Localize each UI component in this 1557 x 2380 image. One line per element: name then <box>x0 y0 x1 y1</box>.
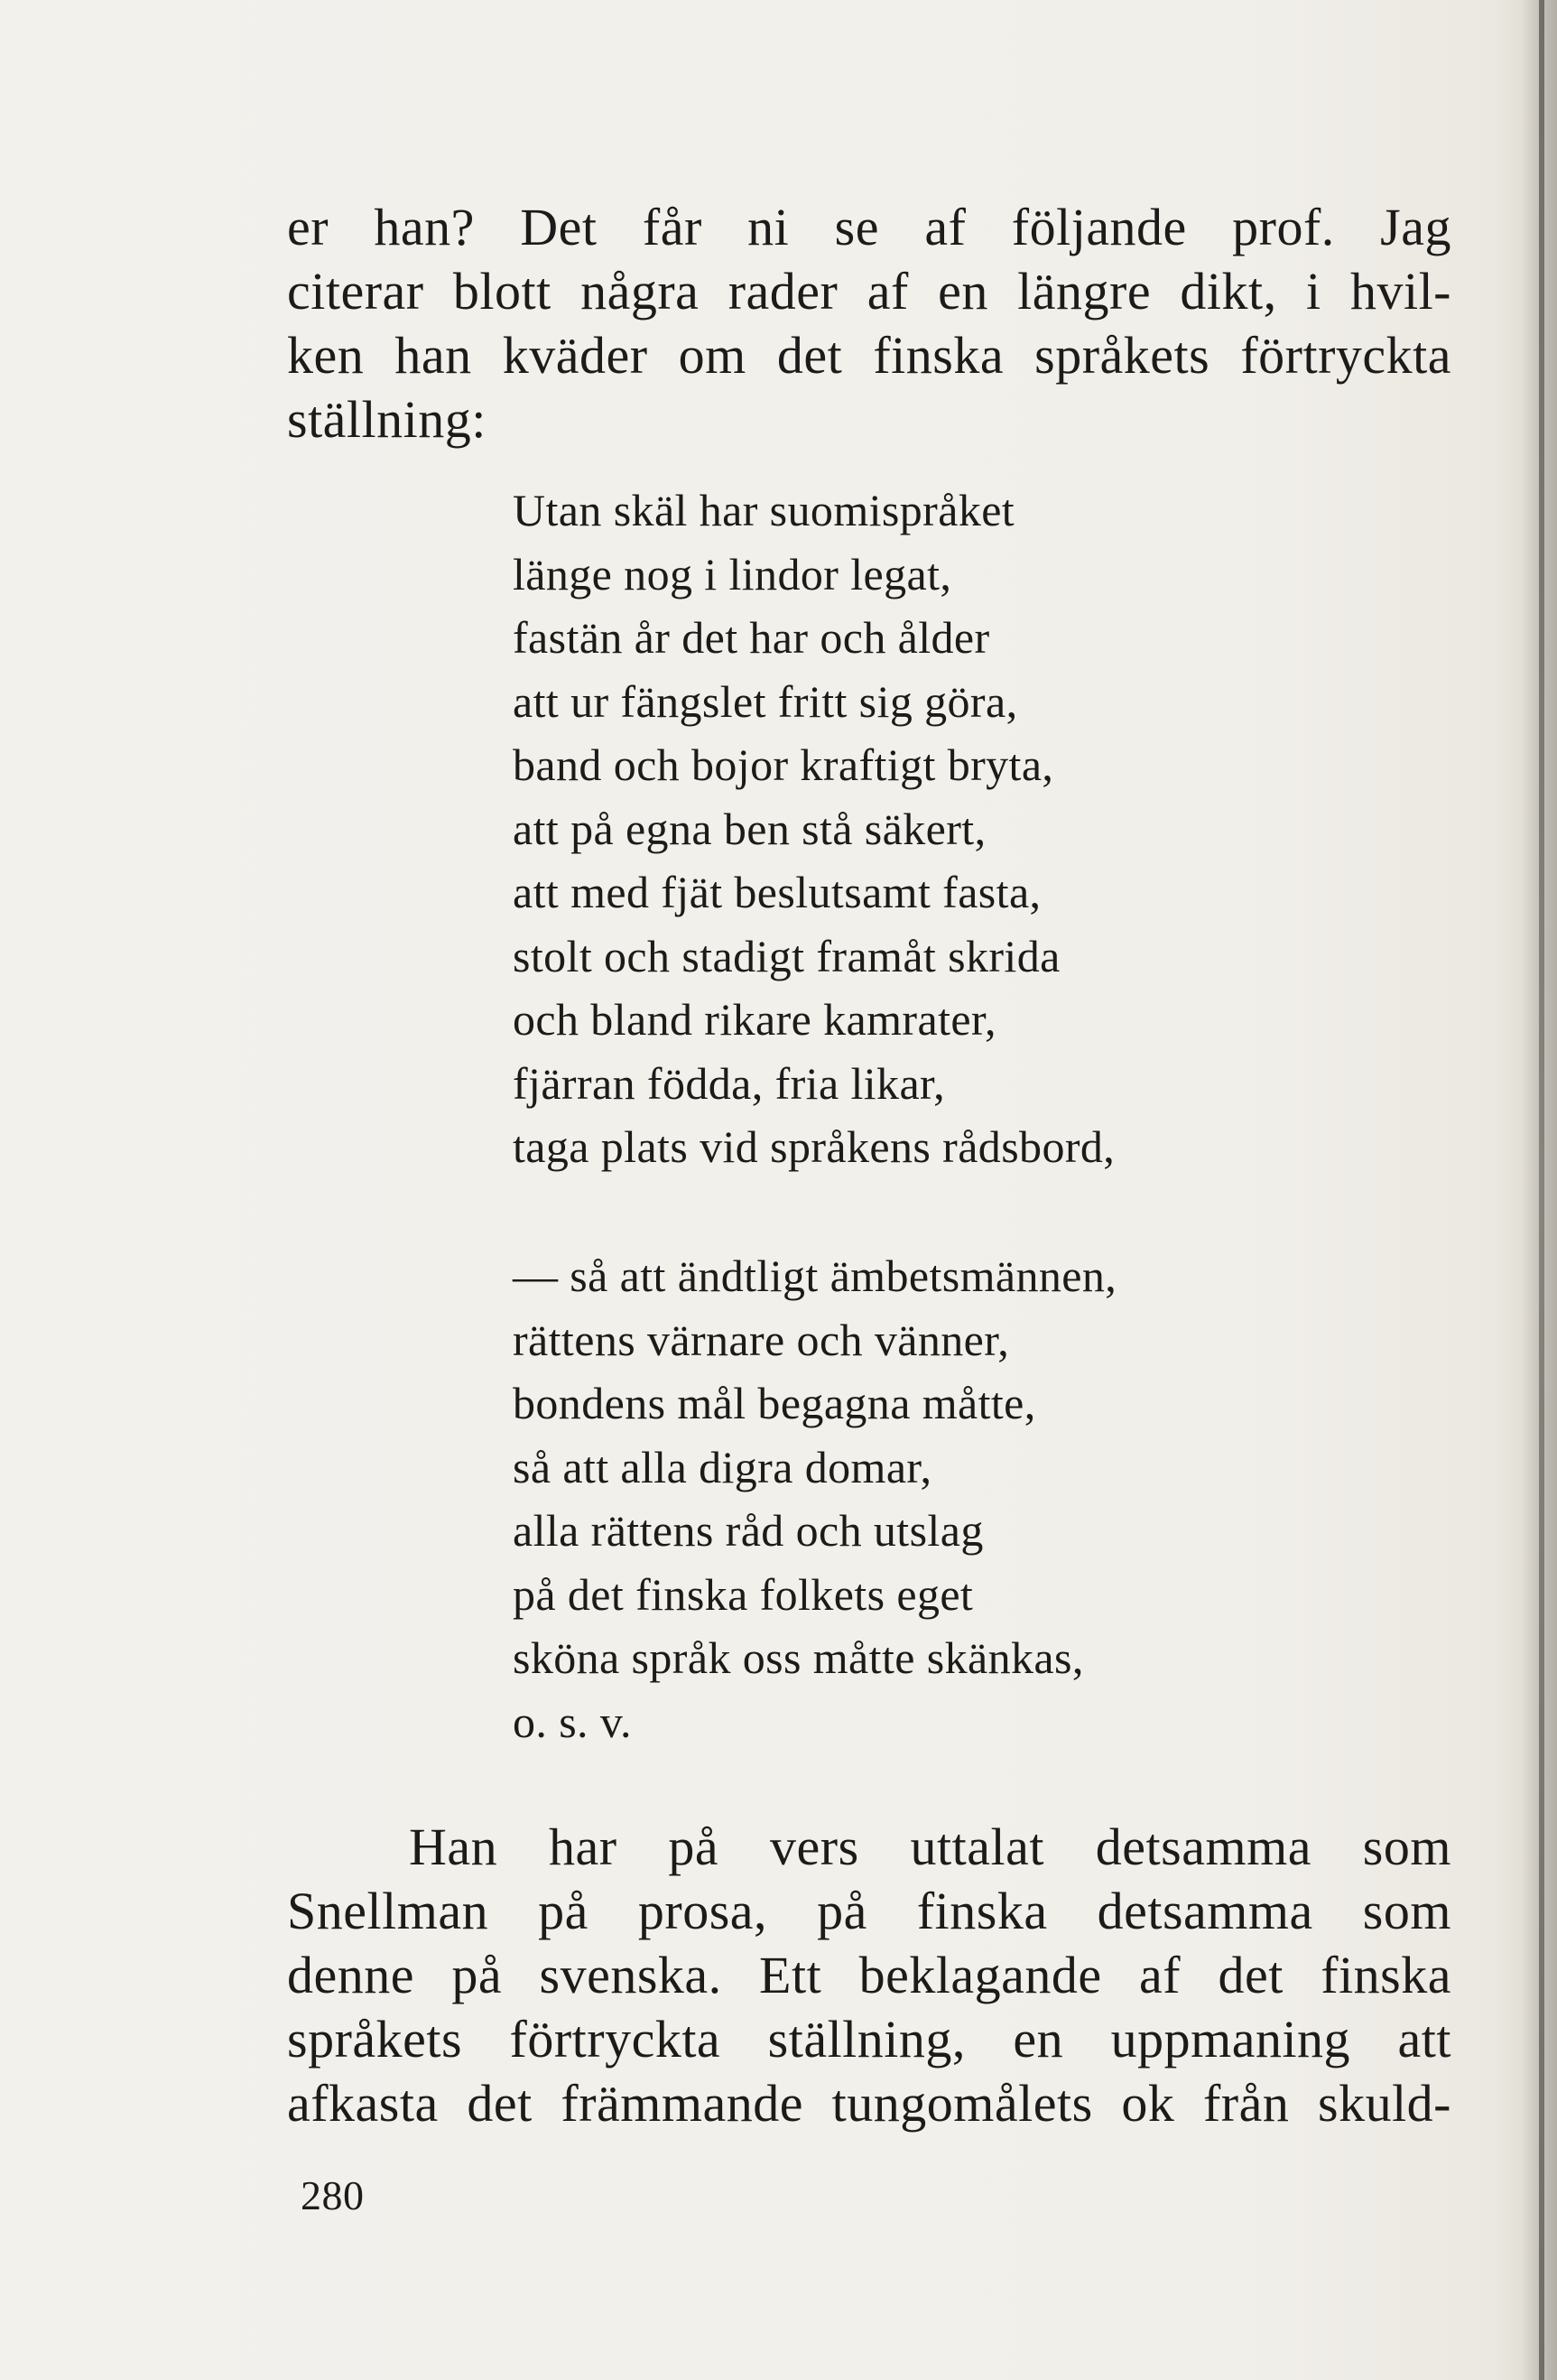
poem-stanza-2 <box>513 1244 1325 1753</box>
text-line: Snellman på prosa, på finska detsamma som <box>287 1882 1451 1940</box>
text-line: afkasta det främmande tungomålets ok från skuld- <box>287 2074 1451 2133</box>
poem-line: och bland rikare kamrater, <box>513 994 996 1045</box>
poem-line: alla rättens råd och utslag <box>513 1505 984 1556</box>
page-number: 280 <box>301 2172 365 2218</box>
text-line: ställning: <box>287 390 487 449</box>
poem-line: taga plats vid språkens rådsbord, <box>513 1121 1116 1172</box>
poem-line: — så att ändtligt ämbetsmännen, <box>513 1250 1117 1301</box>
text-line: språkets förtryckta ställning, en uppmaning att <box>287 2010 1451 2069</box>
poem-line: fjärran födda, fria likar, <box>513 1057 945 1109</box>
poem-line: så att alla digra domar, <box>513 1441 932 1492</box>
poem-line: rättens värnare och vänner, <box>513 1314 1010 1365</box>
text-line: citerar blott några rader af en längre dikt, i hvil- <box>287 262 1451 321</box>
intro-paragraph <box>287 195 1451 451</box>
closing-paragraph <box>287 1815 1451 2135</box>
text-line: er han? Det får ni se af följande prof. Jag <box>287 198 1451 256</box>
text-line: ken han kväder om det finska språkets förtryckta <box>287 326 1451 385</box>
poem-line: bondens mål begagna måtte, <box>513 1378 1036 1428</box>
text-line: denne på svenska. Ett beklagande af det finska <box>287 1946 1451 2004</box>
poem-line: o. s. v. <box>513 1696 632 1747</box>
page-binding-edge <box>1539 0 1544 2380</box>
text-line: Han har på vers uttalat detsamma som <box>409 1818 1451 1876</box>
poem-line: Utan skäl har suomispråket <box>513 485 1015 535</box>
poem-line: att med fjät beslutsamt fasta, <box>513 867 1042 917</box>
poem-line: stolt och stadigt framåt skrida <box>513 930 1061 981</box>
poem-line: länge nog i lindor legat, <box>513 548 952 600</box>
poem-stanza-1 <box>513 479 1325 1179</box>
poem-line: att på egna ben stå säkert, <box>513 803 987 854</box>
poem-line: sköna språk oss måtte skänkas, <box>513 1632 1084 1683</box>
poem-line: band och bojor kraftigt bryta, <box>513 739 1054 790</box>
poem-line: att ur fängslet fritt sig göra, <box>513 675 1018 727</box>
poem-line: fastän år det har och ålder <box>513 612 990 663</box>
poem-line: på det finska folkets eget <box>513 1568 974 1620</box>
